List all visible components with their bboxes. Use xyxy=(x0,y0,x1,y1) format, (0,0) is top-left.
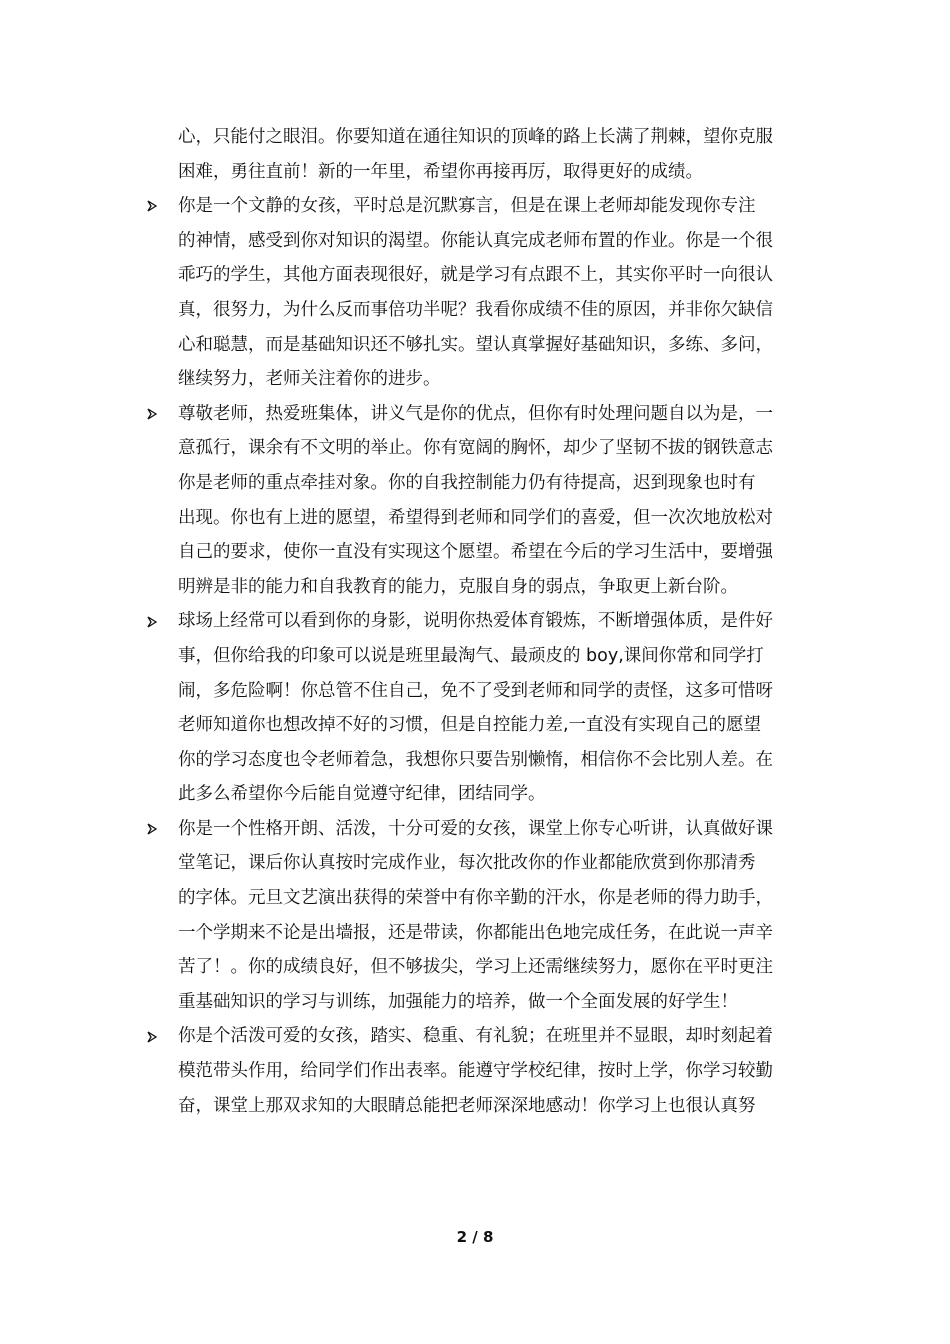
document-body xyxy=(178,120,808,1123)
bullet-paragraph xyxy=(178,604,808,812)
page-number: 2 / 8 xyxy=(456,1228,494,1246)
bullet-paragraph xyxy=(178,189,808,397)
bullet-paragraph xyxy=(178,812,808,1020)
paragraph-text: 你是一个性格开朗、活泼，十分可爱的女孩，课堂上你专心听讲，认真做好课 堂笔记，课后你认真按时完成作业，每次批改你的作业都能欣赏到你那清秀 的字体。元旦文艺演出获得的荣誉中有你辛勤的汗水，你是老师的得力助手， 一个学期来不论是出墙报，还是带读，你都能出色地完成任务，在此说一声辛 苦了！。你的成绩良好，但不够拔尖，学习上还需继续努力，愿你在平时更注 重基础知识的学习与训练，加强能力的培养，做一个全面发展的好学生！ xyxy=(178,818,773,1012)
arrow-bullet-icon xyxy=(144,604,160,639)
arrow-bullet-icon xyxy=(144,1019,160,1054)
bullet-paragraph xyxy=(178,1019,808,1123)
paragraph-text: 球场上经常可以看到你的身影，说明你热爱体育锻炼，不断增强体质，是件好 事，但你给我的印象可以说是班里最淘气、最顽皮的 boy,课间你常和同学打 闹，多危险啊！你总管不住自己，免不了受到老师和同学的责怪，这多可惜呀 老师知道你也想改掉不好的习惯，但是自控能力差,一直没有实现自己的愿望 你的学习态度也令老师着急，我想你只要告别懒惰，相信你不会比别人差。在 此多么希望你今后能自觉遵守纪律，团结同学。 xyxy=(178,611,773,805)
arrow-bullet-icon xyxy=(144,812,160,847)
arrow-bullet-icon xyxy=(144,397,160,432)
paragraph-text: 尊敬老师，热爱班集体，讲义气是你的优点，但你有时处理问题自以为是，一 意孤行，课余有不文明的举止。你有宽阔的胸怀，却少了坚韧不拔的钢铁意志 你是老师的重点牵挂对象。你的自我控制能力仍有待提高，迟到现象也时有 出现。你也有上进的愿望，希望得到老师和同学们的喜爱，但一次次地放松对 自己的要求，使你一直没有实现这个愿望。希望在今后的学习生活中，要增强 明辨是非的能力和自我教育的能力，克服自身的弱点，争取更上新台阶。 xyxy=(178,403,773,597)
bullet-paragraph xyxy=(178,397,808,605)
paragraph-text: 你是一个文静的女孩，平时总是沉默寡言，但是在课上老师却能发现你专注 的神情，感受到你对知识的渴望。你能认真完成老师布置的作业。你是一个很 乖巧的学生，其他方面表现很好，就是学习有点跟不上，其实你平时一向很认 真，很努力，为什么反而事倍功半呢？我看你成绩不佳的原因，并非你欠缺信 心和聪慧，而是基础知识还不够扎实。望认真掌握好基础知识，多练、多问， 继续努力，老师关注着你的进步。 xyxy=(178,196,773,390)
paragraph-text: 你是个活泼可爱的女孩，踏实、稳重、有礼貌；在班里并不显眼，却时刻起着 模范带头作用，给同学们作出表率。能遵守学校纪律，按时上学，你学习较勤 奋，课堂上那双求知的大眼睛总能把老师深深地感动！你学习上也很认真努 xyxy=(178,1026,773,1116)
arrow-bullet-icon xyxy=(144,189,160,224)
paragraph xyxy=(178,120,808,189)
paragraph-text: 心，只能付之眼泪。你要知道在通往知识的顶峰的路上长满了荆棘，望你克服 困难，勇往直前！新的一年里，希望你再接再厉，取得更好的成绩。 xyxy=(178,127,773,182)
